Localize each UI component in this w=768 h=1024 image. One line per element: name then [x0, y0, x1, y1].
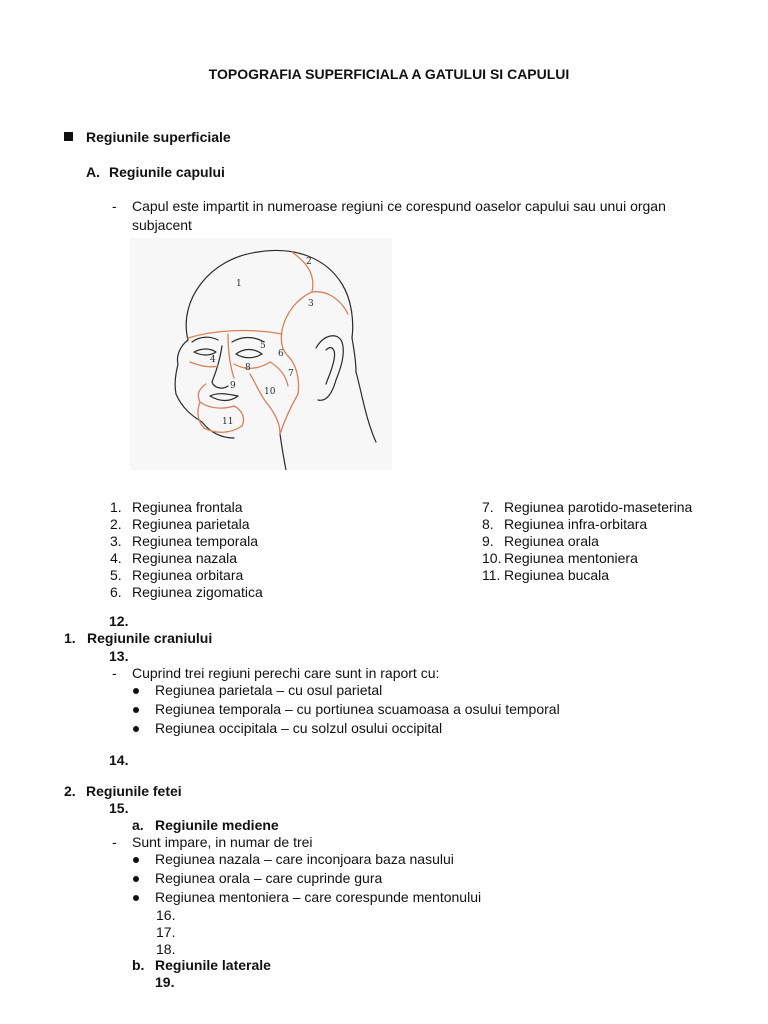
region-label: Regiunea nazala — [132, 550, 238, 566]
bullet-icon — [133, 857, 139, 863]
region-number: 8. — [482, 516, 494, 532]
head-regions-diagram — [130, 238, 392, 470]
craniu-title: Regiunile craniului — [87, 630, 213, 646]
craniu-dash: - — [112, 665, 117, 681]
diagram-number-label: 11 — [222, 417, 234, 427]
subsection-a-label: A. — [86, 164, 100, 180]
region-number: 6. — [110, 584, 122, 600]
craniu-bullet: Regiunea parietala – cu osul parietal — [155, 682, 383, 698]
diagram-number-label: 5 — [260, 341, 266, 351]
craniu-bullet: Regiunea temporala – cu portiunea scuamoasa a osului temporal — [155, 701, 560, 717]
sub-a-label: a. — [132, 817, 144, 833]
region-label: Regiunea mentoniera — [504, 550, 638, 566]
subsection-a-title: Regiunile capului — [109, 164, 225, 180]
craniu-number: 1. — [64, 630, 76, 646]
diagram-number-label: 1 — [236, 279, 242, 289]
marker-17: 17. — [156, 924, 176, 940]
marker-13: 13. — [109, 648, 129, 664]
region-number: 3. — [110, 533, 122, 549]
fata-number: 2. — [64, 783, 76, 799]
marker-14: 14. — [109, 752, 129, 768]
fata-bullet: Regiunea nazala – care inconjoara baza nasului — [155, 851, 454, 867]
region-number: 9. — [482, 533, 494, 549]
diagram-number-label: 6 — [278, 349, 284, 359]
bullet-icon — [133, 876, 139, 882]
region-label: Regiunea infra-orbitara — [504, 516, 648, 532]
diagram-number-label: 7 — [288, 369, 294, 379]
marker-15: 15. — [109, 800, 129, 816]
region-label: Regiunea bucala — [504, 567, 610, 583]
marker-18: 18. — [156, 941, 176, 957]
region-label: Regiunea temporala — [132, 533, 259, 549]
fata-title: Regiunile fetei — [86, 783, 182, 799]
page-title: TOPOGRAFIA SUPERFICIALA A GATULUI SI CAPULUI — [208, 66, 570, 82]
intro-line-1: Capul este impartit in numeroase regiuni ce corespund oaselor capului sau unui organ — [132, 198, 666, 214]
craniu-bullet: Regiunea occipitala – cu solzul osului occipital — [155, 720, 443, 736]
region-label: Regiunea parotido-maseterina — [504, 499, 693, 515]
region-number: 1. — [110, 499, 122, 515]
diagram-number-label: 2 — [306, 257, 312, 267]
diagram-number-label: 10 — [264, 387, 276, 397]
square-bullet-icon — [64, 132, 73, 141]
intro-dash: - — [112, 198, 117, 214]
sub-b-title: Regiunile laterale — [155, 957, 271, 973]
sub-a-title: Regiunile mediene — [155, 817, 279, 833]
region-number: 2. — [110, 516, 122, 532]
intro-line-2: subjacent — [132, 217, 192, 233]
marker-12: 12. — [109, 613, 129, 629]
region-label: Regiunea zigomatica — [132, 584, 263, 600]
region-number: 7. — [482, 499, 494, 515]
region-number: 4. — [110, 550, 122, 566]
fata-bullet: Regiunea mentoniera – care corespunde mentonului — [155, 889, 482, 905]
diagram-number-label: 4 — [210, 355, 216, 365]
region-number: 10. — [482, 550, 502, 566]
region-label: Regiunea orala — [504, 533, 599, 549]
region-label: Regiunea frontala — [132, 499, 243, 515]
region-number: 11. — [482, 567, 501, 583]
region-label: Regiunea orbitara — [132, 567, 244, 583]
bullet-icon — [133, 895, 139, 901]
bullet-icon — [133, 726, 139, 732]
diagram-number-label: 9 — [230, 381, 236, 391]
section-heading: Regiunile superficiale — [86, 129, 231, 145]
fata-intro: Sunt impare, in numar de trei — [132, 834, 313, 850]
marker-19: 19. — [155, 974, 175, 990]
fata-dash: - — [112, 834, 117, 850]
craniu-intro: Cuprind trei regiuni perechi care sunt in raport cu: — [132, 665, 440, 681]
region-label: Regiunea parietala — [132, 516, 250, 532]
bullet-icon — [133, 707, 139, 713]
marker-16: 16. — [156, 907, 176, 923]
sub-b-label: b. — [132, 957, 145, 973]
diagram-number-label: 8 — [245, 363, 251, 373]
fata-bullet: Regiunea orala – care cuprinde gura — [155, 870, 383, 886]
diagram-number-label: 3 — [308, 299, 314, 309]
bullet-icon — [133, 688, 139, 694]
region-number: 5. — [110, 567, 122, 583]
